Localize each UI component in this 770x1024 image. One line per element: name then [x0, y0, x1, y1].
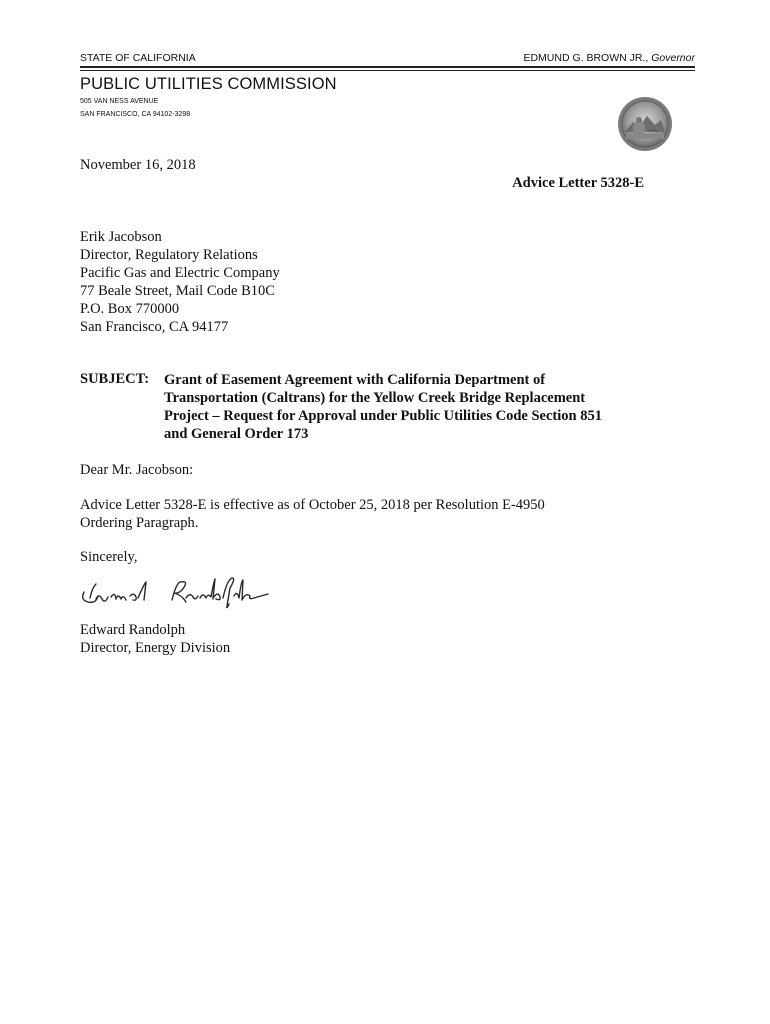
salutation: Dear Mr. Jacobson: [80, 462, 194, 478]
state-seal-icon [617, 96, 673, 152]
body-line: Advice Letter 5328-E is effective as of October 25, 2018 per Resolution E-4950 [80, 497, 545, 513]
letter-body [80, 496, 545, 532]
letter-date: November 16, 2018 [80, 157, 196, 173]
body-line: Ordering Paragraph. [80, 515, 199, 531]
addressee-line: 77 Beale Street, Mail Code B10C [80, 283, 275, 299]
subject-line: and General Order 173 [164, 426, 309, 442]
header-rule-thick [80, 66, 695, 68]
governor-title: Governor [651, 52, 695, 64]
state-header: STATE OF CALIFORNIA [80, 52, 196, 64]
subject-text [164, 371, 634, 443]
agency-address-line2: SAN FRANCISCO, CA 94102-3298 [80, 111, 191, 118]
addressee-block [80, 228, 280, 336]
signer-name: Edward Randolph [80, 622, 186, 638]
addressee-line: San Francisco, CA 94177 [80, 319, 229, 335]
subject-label: SUBJECT: [80, 371, 150, 387]
subject-line: Grant of Easement Agreement with California Department of [164, 372, 546, 388]
subject-line: Transportation (Caltrans) for the Yellow Creek Bridge Replacement [164, 390, 586, 406]
subject-line: Project – Request for Approval under Public Utilities Code Section 851 [164, 408, 602, 424]
agency-name: PUBLIC UTILITIES COMMISSION [80, 75, 337, 93]
addressee-line: Erik Jacobson [80, 229, 162, 245]
governor-name: EDMUND G. BROWN JR., [523, 52, 649, 64]
advice-letter-number: Advice Letter 5328-E [512, 175, 644, 191]
closing: Sincerely, [80, 549, 138, 565]
governor-header [523, 52, 695, 64]
handwritten-signature [78, 572, 288, 612]
addressee-line: Pacific Gas and Electric Company [80, 265, 280, 281]
addressee-line: P.O. Box 770000 [80, 301, 180, 317]
addressee-line: Director, Regulatory Relations [80, 247, 258, 263]
agency-address-line1: 505 VAN NESS AVENUE [80, 98, 159, 105]
signer-block [80, 621, 230, 657]
signer-title: Director, Energy Division [80, 640, 231, 656]
header-rule-thin [80, 70, 695, 71]
